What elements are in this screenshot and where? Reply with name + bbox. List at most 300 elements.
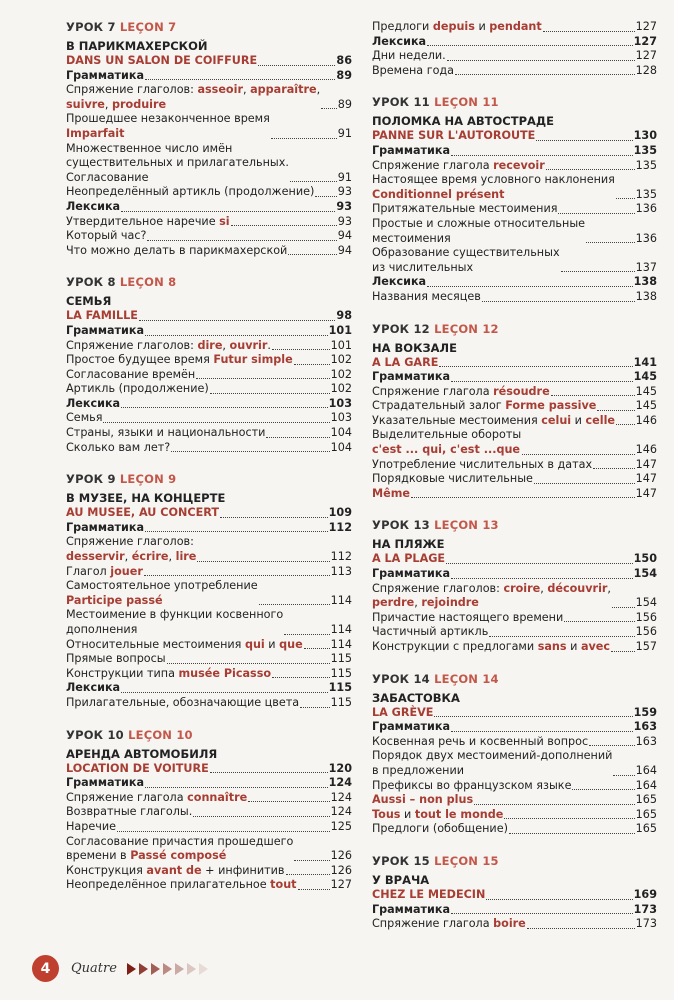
toc-entry — [372, 428, 657, 457]
toc-entry — [66, 878, 352, 893]
french-term: écrire — [131, 550, 169, 564]
page-number: 112 — [330, 550, 352, 564]
page-number: 103 — [328, 396, 352, 410]
dot-leader — [171, 451, 329, 452]
french-term: Aussi – non plus — [372, 793, 474, 807]
entry-text-part: Спряжение глагола — [372, 917, 494, 931]
dot-leader — [558, 213, 634, 214]
entry-text-part: Грамматика — [66, 776, 144, 790]
page-number: 164 — [635, 763, 657, 777]
dot-leader — [272, 349, 330, 350]
toc-entry — [66, 69, 352, 84]
page-number: 169 — [633, 887, 657, 901]
french-term: ouvrir — [229, 338, 268, 352]
lesson-block — [66, 472, 352, 710]
french-term: musée Picasso — [178, 666, 272, 680]
toc-entry — [372, 611, 657, 626]
french-term: Conditionnel présent — [372, 187, 505, 201]
page-number: 147 — [635, 457, 657, 471]
entry-text — [372, 749, 612, 778]
entry-text-part: Спряжение глаголов: — [372, 581, 504, 595]
page-number: 150 — [633, 552, 657, 566]
toc-entry — [372, 749, 657, 778]
lesson-number-ru: УРОК 13 — [372, 518, 430, 533]
entry-text — [372, 793, 473, 808]
page-number: 91 — [337, 126, 352, 140]
french-term: asseoir — [197, 83, 243, 97]
dot-leader — [455, 74, 635, 75]
entry-text-part: Прилагательные, обозначающие цвета — [66, 695, 300, 709]
lesson-title-fr — [66, 506, 219, 521]
page-number: 147 — [635, 486, 657, 500]
dot-leader — [121, 692, 328, 693]
entry-text-part: Лексика — [66, 199, 121, 213]
entry-text — [372, 35, 426, 50]
dot-leader — [434, 716, 632, 717]
toc-entry — [66, 864, 352, 879]
french-term: résoudre — [493, 384, 550, 398]
entry-text-part: Простые и сложные относительные местоимения — [372, 216, 586, 245]
dot-leader — [147, 240, 336, 241]
entry-text-part: Грамматика — [372, 902, 450, 916]
entry-text-part: Возвратные глаголы. — [66, 805, 193, 819]
entry-text — [66, 397, 120, 412]
lesson-title-row — [372, 356, 657, 371]
lesson-title-fr — [372, 356, 438, 371]
dot-leader — [196, 378, 329, 379]
toc-entry — [66, 667, 352, 682]
french-term: jouer — [110, 564, 143, 578]
toc-entry — [372, 370, 657, 385]
entry-text-part: Прямые вопросы — [66, 652, 166, 666]
arrow-icon — [163, 963, 172, 975]
entry-text-part: Времена года — [372, 63, 455, 77]
lesson-title-ru: У ВРАЧА — [372, 872, 430, 887]
french-term: Participe passé — [66, 593, 163, 607]
entry-text-part: Образование существительных из числительных — [372, 246, 560, 274]
entry-text-part: Притяжательные местоимения — [372, 202, 558, 216]
entry-text — [66, 382, 209, 397]
entry-text-part: и — [566, 640, 581, 653]
french-term: croire — [503, 581, 541, 595]
page-number: 102 — [330, 353, 352, 367]
page-number-badge: 4 — [32, 955, 59, 982]
lesson-number-ru: УРОК 11 — [372, 95, 430, 110]
entry-text-part: Указательные местоимения — [372, 413, 542, 427]
entry-text — [372, 822, 508, 837]
lesson-block — [372, 322, 657, 502]
dot-leader — [117, 831, 330, 832]
page-number: 141 — [633, 355, 657, 369]
dot-leader — [167, 663, 330, 664]
toc-right-column — [372, 20, 657, 949]
french-term: produire — [111, 97, 167, 111]
entry-text-part: Предлоги — [372, 20, 433, 33]
toc-entry — [66, 324, 352, 339]
lesson-number-ru: УРОК 12 — [372, 321, 430, 336]
page-number: 114 — [330, 637, 352, 651]
lesson-block — [372, 518, 657, 654]
lesson-title-row — [66, 309, 352, 324]
french-term: lire — [175, 550, 197, 564]
toc-entry — [372, 793, 657, 808]
dot-leader — [589, 745, 635, 746]
lesson-title-fr-text: A LA GARE — [372, 355, 439, 369]
entry-text-part: Местоимение в функции косвенного дополнения — [66, 608, 284, 636]
toc-entry — [372, 640, 657, 655]
entry-text — [66, 244, 287, 259]
entry-text-part: Артикль (продолжение) — [66, 382, 209, 396]
entry-text-part: Спряжение глагола — [66, 790, 188, 804]
dot-leader — [121, 407, 328, 408]
page-number: 115 — [330, 695, 352, 709]
dot-leader — [411, 497, 635, 498]
entry-text — [66, 535, 196, 564]
toc-entry — [372, 472, 657, 487]
dot-leader — [451, 731, 633, 732]
lesson-number-fr: LEÇON 11 — [434, 95, 499, 110]
entry-text — [66, 608, 283, 637]
entry-text — [372, 399, 596, 414]
entry-text-part: , — [607, 581, 611, 595]
entry-text-part: Спряжение глагола — [372, 158, 494, 172]
dot-leader — [616, 424, 635, 425]
page-number: 128 — [635, 63, 657, 77]
page-number: 127 — [633, 34, 657, 48]
dot-leader — [231, 225, 337, 226]
french-term: rejoindre — [421, 596, 479, 610]
dot-leader — [145, 787, 328, 788]
entry-text-part: Лексика — [372, 275, 427, 289]
entry-text — [372, 720, 450, 735]
entry-text — [372, 385, 550, 400]
french-term: sans — [537, 640, 567, 653]
dot-leader — [145, 335, 328, 336]
dot-leader — [597, 410, 634, 411]
entry-text — [372, 779, 571, 794]
toc-entry — [66, 638, 352, 653]
entry-text-part: Грамматика — [66, 68, 144, 82]
dot-leader — [612, 607, 635, 608]
dot-leader — [489, 636, 634, 637]
lesson-number-ru: УРОК 15 — [372, 853, 430, 868]
lesson-heading — [66, 472, 352, 487]
dot-leader — [266, 437, 329, 438]
entry-text — [372, 903, 450, 918]
lesson-title-fr-text: A LA PLAGE — [372, 552, 446, 566]
toc-entry — [372, 720, 657, 735]
dot-leader — [321, 108, 337, 109]
page-number: 101 — [330, 338, 352, 352]
lesson-heading — [372, 518, 657, 533]
dot-leader — [193, 816, 329, 817]
entry-text-part: . — [267, 338, 271, 352]
entry-text-part: Страдательный залог — [372, 399, 506, 413]
entry-text-part: Спряжение глаголов: — [66, 535, 194, 549]
dot-leader — [451, 381, 633, 382]
dot-leader — [288, 254, 336, 255]
page-number: 124 — [330, 790, 352, 804]
toc-entry — [372, 399, 657, 414]
lesson-number-fr: LEÇON 13 — [434, 518, 499, 533]
dot-leader — [536, 140, 632, 141]
entry-text-part: , — [104, 97, 112, 111]
page-number: 103 — [330, 411, 352, 425]
entry-text — [372, 808, 503, 823]
lesson-title-fr-text: AU MUSEE, AU CONCERT — [66, 506, 219, 520]
dot-leader — [315, 196, 336, 197]
dot-leader — [482, 301, 635, 302]
dot-leader — [546, 169, 635, 170]
entry-text — [66, 368, 195, 383]
page-number: 146 — [635, 443, 657, 457]
french-term: Forme passive — [505, 399, 597, 413]
dot-leader — [197, 561, 329, 562]
dot-leader — [451, 578, 633, 579]
entry-text-part: Который час? — [66, 229, 147, 243]
entry-text-part: Предлоги (обобщение) — [372, 822, 508, 836]
dot-leader — [439, 366, 632, 367]
entry-text — [372, 144, 450, 159]
page-number: 93 — [337, 214, 352, 228]
entry-text — [66, 339, 271, 354]
dot-leader — [258, 65, 335, 66]
dot-leader — [259, 604, 330, 605]
entry-text-part: Прошедшее незаконченное время — [66, 112, 270, 126]
french-term: avec — [580, 640, 610, 653]
lesson-title-ru: АРЕНДА АВТОМОБИЛЯ — [66, 746, 218, 761]
page-number: 94 — [337, 243, 352, 257]
lesson-heading — [66, 275, 352, 290]
entry-text-part: Относительные местоимения — [66, 637, 245, 651]
page-number: 115 — [328, 681, 352, 695]
entry-text-part: , — [414, 596, 422, 610]
page-number: 145 — [635, 399, 657, 413]
page-number: 145 — [633, 370, 657, 384]
page-number: 86 — [336, 54, 352, 67]
entry-text — [372, 472, 533, 487]
dot-leader — [613, 775, 634, 776]
lesson-number-ru: УРОК 7 — [66, 20, 116, 34]
entry-text-part: Простое будущее время — [66, 353, 214, 367]
entry-text — [66, 185, 314, 200]
arrow-icon — [139, 963, 148, 975]
toc-entry — [372, 35, 657, 50]
entry-text — [66, 229, 146, 244]
toc-entry — [372, 159, 657, 174]
toc-entry — [66, 244, 352, 259]
entry-text — [66, 791, 247, 806]
entry-text — [372, 611, 563, 626]
toc-entry — [66, 565, 352, 580]
entry-text-part: Настоящее время условного наклонения — [372, 173, 615, 187]
entry-text — [372, 487, 410, 502]
dot-leader — [451, 155, 633, 156]
page-number: 154 — [635, 596, 657, 610]
entry-text — [66, 215, 230, 230]
page-number: 157 — [635, 640, 657, 653]
entry-text — [66, 696, 299, 711]
entry-text — [66, 565, 143, 580]
entry-text — [66, 426, 265, 441]
toc-entry — [66, 142, 352, 186]
entry-text-part: , — [540, 581, 548, 595]
dot-leader — [427, 286, 633, 287]
toc-entry — [372, 567, 657, 582]
toc-entry — [372, 903, 657, 918]
toc-entry — [66, 681, 352, 696]
toc-entry — [66, 441, 352, 456]
dot-leader — [534, 483, 635, 484]
dot-leader — [272, 677, 330, 678]
page-number: 98 — [336, 309, 352, 323]
french-term: avant de — [146, 863, 202, 877]
lesson-heading — [372, 854, 657, 869]
lesson-title-fr — [372, 552, 445, 567]
french-term: tout le monde — [414, 807, 504, 821]
french-term: Imparfait — [66, 126, 125, 140]
page-number: 135 — [635, 158, 657, 172]
lesson-title-row — [372, 129, 657, 144]
entry-text-part: Наречие — [66, 819, 117, 833]
entry-text — [372, 917, 526, 932]
entry-text-part: , — [242, 83, 251, 97]
dot-leader — [474, 804, 635, 805]
french-term: connaître — [187, 790, 248, 804]
lesson-block — [372, 854, 657, 932]
lesson-title-fr — [66, 54, 257, 69]
dot-leader — [447, 60, 635, 61]
lesson-title-row — [372, 888, 657, 903]
entry-text-part: Лексика — [66, 681, 121, 695]
dot-leader — [611, 651, 635, 652]
entry-text-part: Лексика — [372, 34, 427, 48]
toc-entry — [372, 202, 657, 217]
entry-text-part: и — [264, 637, 280, 651]
entry-text — [372, 625, 488, 640]
toc-entry — [66, 820, 352, 835]
entry-text — [66, 835, 293, 864]
toc-entry — [66, 579, 352, 608]
french-term: dire — [197, 338, 223, 352]
lesson-block — [66, 275, 352, 455]
entry-text-part: Лексика — [66, 396, 121, 410]
dot-leader — [300, 707, 330, 708]
toc-entry — [66, 426, 352, 441]
arrow-icon — [175, 963, 184, 975]
dot-leader — [145, 79, 335, 80]
lesson-title-fr-text: PANNE SUR L'AUTOROUTE — [372, 129, 536, 143]
dot-leader — [427, 45, 633, 46]
entry-text-part: Самостоятельное употребление — [66, 579, 258, 593]
lesson-title-row — [372, 552, 657, 567]
lesson-title-row — [372, 706, 657, 721]
dot-leader — [286, 874, 330, 875]
entry-text — [372, 202, 557, 217]
page-number: 102 — [330, 382, 352, 396]
page-number: 173 — [633, 902, 657, 916]
page-number: 102 — [330, 367, 352, 381]
page-number: 165 — [635, 793, 657, 807]
entry-text-part: , — [124, 550, 132, 564]
entry-text-part: , — [168, 550, 176, 564]
page-number: 126 — [330, 849, 352, 863]
entry-text — [66, 579, 258, 608]
dot-leader — [144, 575, 330, 576]
entry-text-part: и — [571, 413, 586, 427]
toc-entry — [66, 83, 352, 112]
entry-text-part: и — [474, 20, 490, 33]
entry-text — [66, 681, 120, 696]
entry-text — [372, 640, 610, 655]
toc-left-column — [66, 20, 352, 910]
toc-entry — [66, 112, 352, 141]
dot-leader — [294, 860, 329, 861]
page-number: 94 — [337, 229, 352, 243]
toc-entry — [66, 652, 352, 667]
entry-text — [372, 458, 592, 473]
french-term: que — [279, 637, 303, 651]
page-number: 146 — [635, 413, 657, 427]
toc-entry — [372, 808, 657, 823]
page-number: 104 — [330, 426, 352, 440]
toc-entry — [66, 791, 352, 806]
entry-text-part: , — [316, 83, 321, 97]
dot-leader — [139, 320, 336, 321]
lesson-number-fr: LEÇON 15 — [434, 853, 499, 868]
lesson-number-fr: LEÇON 14 — [434, 671, 499, 686]
page-number: 165 — [635, 822, 657, 836]
toc-entry — [66, 185, 352, 200]
dot-leader — [586, 242, 635, 243]
lesson-number-ru: УРОК 10 — [66, 727, 124, 742]
entry-text — [372, 246, 560, 275]
french-term: apparaître — [250, 83, 317, 97]
dot-leader — [294, 364, 330, 365]
entry-text — [372, 370, 450, 385]
page-number: 115 — [330, 652, 352, 666]
entry-text — [372, 428, 521, 457]
lesson-title-ru: ЗАБАСТОВКА — [372, 690, 460, 705]
lesson-title-fr-text: LA FAMILLE — [66, 309, 138, 323]
page-number: 93 — [336, 199, 352, 213]
toc-entry — [372, 385, 657, 400]
lesson-title-ru: В ПАРИКМАХЕРСКОЙ — [66, 39, 208, 53]
lesson-heading — [66, 728, 352, 743]
dot-leader — [564, 621, 634, 622]
entry-text-part: Конструкции с предлогами — [372, 640, 538, 653]
lesson-title-row — [66, 506, 352, 521]
entry-text — [372, 414, 615, 429]
page-number: 113 — [330, 564, 352, 578]
entry-text-part: Грамматика — [372, 720, 450, 734]
arrow-icon — [127, 963, 136, 975]
toc-entry — [372, 20, 657, 35]
entry-text — [372, 64, 454, 79]
toc-entry — [372, 487, 657, 502]
entry-text-part: Согласование причастия прошедшего времени в — [66, 834, 294, 863]
page-number: 112 — [328, 520, 352, 534]
lesson-title-fr-text: LA GRÈVE — [372, 705, 434, 719]
lesson-heading — [372, 672, 657, 687]
toc-entry — [66, 521, 352, 536]
lesson-block — [372, 20, 657, 78]
arrow-decoration — [127, 963, 211, 975]
dot-leader — [561, 271, 635, 272]
toc-entry — [66, 411, 352, 426]
page-number: 156 — [635, 610, 657, 624]
french-term: Passé composé — [130, 849, 227, 863]
